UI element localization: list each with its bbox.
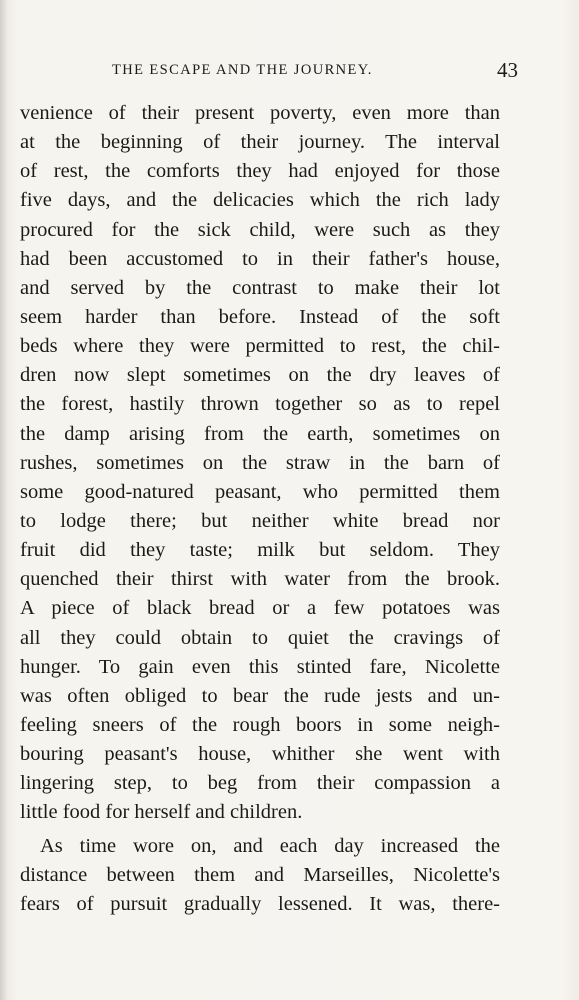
text-line: the forest, hastily thrown together so as to repel [20,393,500,416]
gutter-shadow [0,0,8,1000]
text-line: some good-natured peasant, who permitted them [20,480,500,503]
text-line: As time wore on, and each day increased the [40,834,500,857]
text-line: A piece of black bread or a few potatoes was [20,597,500,620]
running-title: THE ESCAPE AND THE JOURNEY. [112,62,373,78]
text-line: at the beginning of their journey. The interval [20,131,500,154]
text-line: to lodge there; but neither white bread nor [20,509,500,532]
text-line: fears of pursuit gradually lessened. It was, there- [20,892,500,915]
paragraph-1 [20,99,500,828]
text-line: lingering step, to beg from their compassion a [20,772,500,795]
paragraph-2 [20,832,500,919]
text-line: bouring peasant's house, whither she went with [20,743,500,766]
text-line: little food for herself and children. [20,801,303,824]
text-line: and served by the contrast to make their lot [20,276,500,299]
running-head [20,58,516,86]
page-number: 43 [497,58,518,82]
text-line: quenched their thirst with water from the brook. [20,568,500,591]
text-line: all they could obtain to quiet the cravings of [20,626,500,649]
text-line: procured for the sick child, were such as they [20,218,500,241]
text-line: beds where they were permitted to rest, the chil- [20,335,500,358]
text-line: distance between them and Marseilles, Nicolette's [20,863,500,886]
text-line: venience of their present poverty, even more than [20,102,500,124]
text-line: rushes, sometimes on the straw in the barn of [20,451,500,474]
text-line: was often obliged to bear the rude jests and un- [20,684,500,707]
text-line: dren now slept sometimes on the dry leaves of [20,364,500,387]
text-line: feeling sneers of the rough boors in some neigh- [20,713,500,736]
text-line: five days, and the delicacies which the rich lady [20,189,500,212]
text-line: fruit did they taste; milk but seldom. They [20,539,500,562]
text-line: hunger. To gain even this stinted fare, Nicolette [20,655,500,678]
text-line: had been accustomed to in their father's house, [20,247,500,270]
text-line: the damp arising from the earth, sometimes on [20,422,500,445]
body-text [20,99,500,919]
text-line: of rest, the comforts they had enjoyed for those [20,160,500,183]
text-line: seem harder than before. Instead of the soft [20,305,500,328]
